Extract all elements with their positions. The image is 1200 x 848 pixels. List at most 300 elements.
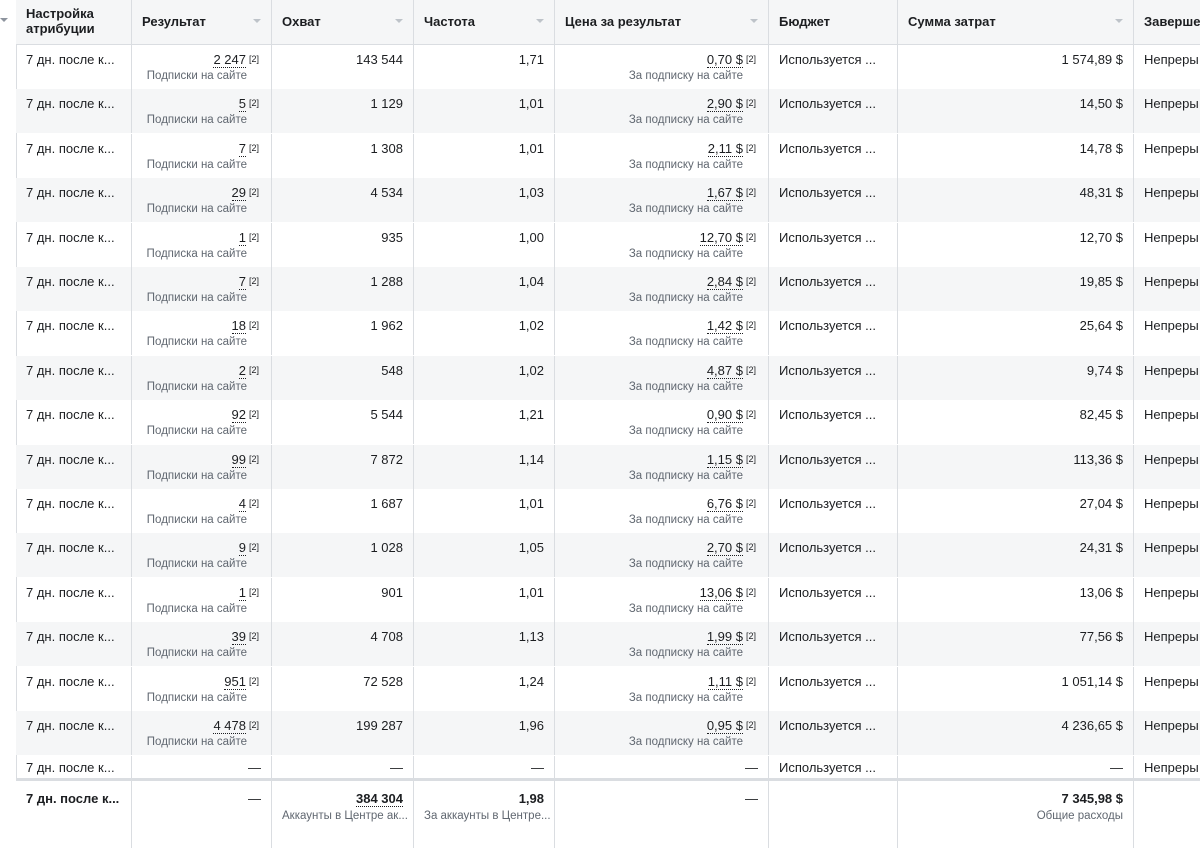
footnote-marker[interactable]: [2] xyxy=(248,276,259,286)
footnote-marker[interactable]: [2] xyxy=(248,542,259,553)
cell-reach xyxy=(272,578,414,622)
totals-spend-label: Общие расходы xyxy=(1036,810,1123,822)
cell-spend-value: 113,36 $ xyxy=(1073,451,1123,467)
cell-ending-value: Непреры xyxy=(1144,584,1199,600)
cell-cost-value[interactable] xyxy=(707,274,756,289)
cell-result-value[interactable] xyxy=(239,230,259,245)
column-header-label: Частота xyxy=(424,14,476,29)
table-row-partial[interactable] xyxy=(16,756,1200,778)
totals-frequency-label: За аккаунты в Центре... xyxy=(424,810,551,822)
cell-cost-subtitle: За подписку на сайте xyxy=(628,292,743,304)
cell-budget-value: Используется ... xyxy=(779,407,876,423)
cell-frequency xyxy=(414,311,555,355)
cell-result-subtitle: Подписка на сайте xyxy=(146,247,247,260)
cell-result xyxy=(132,311,272,355)
footnote-marker[interactable]: [2] xyxy=(745,498,756,508)
cell-result-value[interactable] xyxy=(239,496,259,511)
cell-frequency-value: 1,01 xyxy=(518,96,544,112)
column-header-label: Заверше xyxy=(1144,14,1200,29)
table-row[interactable] xyxy=(16,89,1200,133)
cell-text: Используется ... xyxy=(779,760,876,775)
table-header xyxy=(16,0,1200,45)
cell-cost-value[interactable] xyxy=(707,629,756,644)
cell-reach-value: 548 xyxy=(381,362,403,378)
cell-attribution xyxy=(16,89,132,133)
footnote-marker[interactable]: [2] xyxy=(745,231,756,242)
cell-budget xyxy=(769,445,898,489)
underlined-value[interactable]: 2 xyxy=(238,362,246,378)
cell-reach xyxy=(272,445,414,489)
cell-reach xyxy=(272,711,414,755)
footnote-marker[interactable]: [2] xyxy=(745,409,756,420)
footnote-marker[interactable]: [2] xyxy=(745,675,756,686)
cell-ending-value: Непреры xyxy=(1144,718,1199,733)
cell-cost-value[interactable] xyxy=(707,318,756,333)
cell-result-subtitle: Подписки на сайте xyxy=(146,647,247,660)
footnote-marker[interactable]: [2] xyxy=(745,720,756,730)
table-row[interactable] xyxy=(16,178,1200,222)
column-header-reach[interactable] xyxy=(272,0,414,44)
cell-result-value[interactable] xyxy=(232,318,259,333)
cell-reach-value: 4 534 xyxy=(370,185,403,201)
cell-spend-value: 14,78 $ xyxy=(1079,140,1123,156)
underlined-value[interactable]: 1,15 $ xyxy=(706,451,743,467)
caret-down-icon[interactable] xyxy=(0,18,8,22)
column-header-result[interactable] xyxy=(132,0,272,44)
footnote-marker[interactable]: [2] xyxy=(248,675,259,686)
cell-frequency-value: 1,13 xyxy=(518,629,544,645)
cell-text: — xyxy=(248,760,261,775)
cell-spend xyxy=(898,223,1134,267)
cell-attribution xyxy=(16,445,132,489)
cell-budget xyxy=(769,89,898,133)
cell-attribution-value: 7 дн. после к... xyxy=(26,584,115,600)
cell-spend xyxy=(898,445,1134,489)
cell-spend xyxy=(898,89,1134,133)
cell-cost-subtitle: За подписку на сайте xyxy=(628,380,743,393)
cell-frequency xyxy=(414,489,555,533)
cell-spend xyxy=(898,267,1134,311)
cell-cost xyxy=(555,711,769,755)
cell-cost-value[interactable] xyxy=(707,496,756,511)
table-row[interactable] xyxy=(16,533,1200,577)
table-row[interactable] xyxy=(16,134,1200,178)
underlined-value[interactable]: 1,67 $ xyxy=(706,185,743,201)
cell-cost xyxy=(555,45,769,89)
cell-budget xyxy=(769,311,898,355)
cell-frequency-value: 1,96 xyxy=(518,718,544,733)
totals-reach xyxy=(272,781,414,848)
totals-attribution xyxy=(16,781,132,848)
underlined-value[interactable]: 12,70 $ xyxy=(699,229,743,245)
cell-reach-value: 143 544 xyxy=(356,52,403,67)
cell-result-value[interactable] xyxy=(224,674,259,689)
cell-cost xyxy=(555,445,769,489)
cell-cost-value[interactable] xyxy=(707,407,756,422)
cell-budget xyxy=(769,356,898,400)
cell-reach xyxy=(272,756,414,778)
cell-spend-value: 19,85 $ xyxy=(1079,274,1123,289)
cell-cost-subtitle: За подписку на сайте xyxy=(628,203,743,216)
cell-budget xyxy=(769,533,898,577)
table-row[interactable] xyxy=(16,578,1200,622)
cell-budget-value: Используется ... xyxy=(779,185,876,201)
cell-result xyxy=(132,756,272,778)
cell-result xyxy=(132,533,272,577)
underlined-value[interactable]: 9 xyxy=(238,540,246,556)
cell-cost-subtitle: За подписку на сайте xyxy=(628,425,743,438)
cell-cost-subtitle: За подписку на сайте xyxy=(628,691,743,704)
cell-ending xyxy=(1134,489,1200,533)
table-row[interactable] xyxy=(16,400,1200,444)
cell-attribution-value: 7 дн. после к... xyxy=(26,407,115,423)
cell-cost-value[interactable] xyxy=(707,718,756,733)
table-row[interactable] xyxy=(16,223,1200,267)
cell-cost-subtitle: За подписку на сайте xyxy=(628,336,743,349)
column-header-label: Охват xyxy=(282,14,321,29)
column-header-budget[interactable] xyxy=(769,0,898,44)
cell-cost-value[interactable] xyxy=(708,141,756,156)
underlined-value[interactable]: 39 xyxy=(231,629,246,645)
cell-ending-value: Непреры xyxy=(1144,540,1199,556)
cell-budget xyxy=(769,178,898,222)
cell-frequency xyxy=(414,756,555,778)
cell-frequency-value: 1,03 xyxy=(518,185,544,201)
cell-budget xyxy=(769,134,898,178)
underlined-value[interactable]: 1,99 $ xyxy=(706,629,743,645)
underlined-value[interactable]: 1,42 $ xyxy=(706,318,743,334)
underlined-value[interactable]: 4 478 xyxy=(213,718,246,733)
cell-reach xyxy=(272,667,414,711)
column-header-label: Сумма затрат xyxy=(908,14,996,29)
underlined-value[interactable]: 1 xyxy=(238,229,246,245)
cell-spend-value: 4 236,65 $ xyxy=(1061,718,1123,733)
cell-result-value[interactable] xyxy=(239,363,259,378)
cell-frequency-value: 1,01 xyxy=(518,140,544,156)
cell-ending-value: Непреры xyxy=(1144,362,1199,378)
cell-ending-value: Непреры xyxy=(1144,96,1199,112)
cell-reach xyxy=(272,622,414,666)
underlined-value[interactable]: 951 xyxy=(224,673,246,689)
table-row[interactable] xyxy=(16,311,1200,355)
cell-text: Непреры xyxy=(1144,760,1199,775)
footnote-marker[interactable]: [2] xyxy=(745,276,756,286)
cell-budget-value: Используется ... xyxy=(779,318,876,334)
cell-reach-value: 72 528 xyxy=(363,673,403,689)
cell-attribution-value: 7 дн. после к... xyxy=(26,540,115,556)
table-row[interactable] xyxy=(16,45,1200,89)
cell-ending-value: Непреры xyxy=(1144,140,1199,156)
cell-result xyxy=(132,400,272,444)
cell-ending-value: Непреры xyxy=(1144,496,1199,511)
table-row[interactable] xyxy=(16,667,1200,711)
cell-ending-value: Непреры xyxy=(1144,407,1199,423)
cell-result xyxy=(132,667,272,711)
cell-frequency xyxy=(414,667,555,711)
cell-cost-value[interactable] xyxy=(707,52,756,67)
cell-frequency-value: 1,24 xyxy=(518,673,544,689)
cell-attribution-value: 7 дн. после к... xyxy=(26,274,115,289)
cell-cost-value[interactable] xyxy=(707,185,756,200)
underlined-value[interactable]: 4 xyxy=(238,496,246,511)
cell-reach-value: 1 962 xyxy=(370,318,403,334)
cell-frequency xyxy=(414,45,555,89)
sort-caret-icon[interactable] xyxy=(1115,19,1123,23)
column-header-label: Цена за результат xyxy=(565,14,682,29)
cell-result-value[interactable] xyxy=(232,407,259,422)
cell-cost-value[interactable] xyxy=(707,540,756,555)
totals-reach-label: Аккаунты в Центре ак... xyxy=(282,810,408,822)
cell-budget xyxy=(769,756,898,778)
footnote-marker[interactable]: [2] xyxy=(248,409,259,420)
table-row[interactable] xyxy=(16,622,1200,666)
footnote-marker[interactable]: [2] xyxy=(248,142,259,153)
cell-spend xyxy=(898,489,1134,533)
table-row[interactable] xyxy=(16,356,1200,400)
underlined-value[interactable]: 7 xyxy=(238,140,246,156)
cell-spend-value: 27,04 $ xyxy=(1079,496,1123,511)
cell-result-subtitle: Подписки на сайте xyxy=(146,70,247,82)
cell-cost-subtitle: За подписку на сайте xyxy=(628,158,743,171)
cell-budget-value: Используется ... xyxy=(779,451,876,467)
cell-frequency-value: 1,04 xyxy=(518,274,544,289)
cell-frequency xyxy=(414,445,555,489)
cell-attribution-value: 7 дн. после к... xyxy=(26,96,115,112)
column-header-frequency[interactable] xyxy=(414,0,555,44)
cell-result xyxy=(132,445,272,489)
underlined-value[interactable]: 2,11 $ xyxy=(707,140,743,156)
underlined-value[interactable]: 5 xyxy=(238,96,246,112)
cell-attribution xyxy=(16,45,132,89)
cell-spend xyxy=(898,533,1134,577)
footnote-marker[interactable]: [2] xyxy=(248,631,259,642)
footnote-marker[interactable]: [2] xyxy=(745,453,756,464)
cell-attribution xyxy=(16,356,132,400)
footnote-marker[interactable]: [2] xyxy=(745,586,756,597)
footnote-marker[interactable]: [2] xyxy=(248,364,259,375)
cell-cost-value[interactable] xyxy=(700,230,756,245)
underlined-value[interactable]: 1,11 $ xyxy=(707,673,743,689)
column-header-cost[interactable] xyxy=(555,0,769,44)
footnote-marker[interactable]: [2] xyxy=(745,142,756,153)
cell-frequency xyxy=(414,267,555,311)
cell-budget xyxy=(769,622,898,666)
cell-result xyxy=(132,356,272,400)
cell-result-value[interactable] xyxy=(239,141,259,156)
totals-frequency-value: 1,98 xyxy=(518,791,544,806)
footnote-marker[interactable]: [2] xyxy=(248,453,259,464)
cell-attribution-value: 7 дн. после к... xyxy=(26,185,115,201)
footnote-marker[interactable]: [2] xyxy=(248,586,259,597)
cell-attribution xyxy=(16,267,132,311)
cell-spend xyxy=(898,578,1134,622)
cell-reach xyxy=(272,311,414,355)
cell-result-value[interactable] xyxy=(239,585,259,600)
cell-cost-subtitle: За подписку на сайте xyxy=(628,114,743,127)
footnote-marker[interactable]: [2] xyxy=(745,187,756,198)
underlined-value[interactable]: 4,87 $ xyxy=(706,362,743,378)
underlined-value[interactable]: 13,06 $ xyxy=(699,584,743,600)
underlined-value[interactable]: 99 xyxy=(231,451,246,467)
cell-result-value[interactable] xyxy=(213,52,259,67)
cell-cost xyxy=(555,400,769,444)
table-row[interactable] xyxy=(16,711,1200,755)
cell-cost-value[interactable] xyxy=(708,674,756,689)
totals-spend xyxy=(898,781,1134,848)
cell-spend-value: 77,56 $ xyxy=(1079,629,1123,645)
cell-result-subtitle: Подписка на сайте xyxy=(146,602,247,615)
cell-text: — xyxy=(390,760,403,775)
table-row[interactable] xyxy=(16,445,1200,489)
totals-text: — xyxy=(248,791,261,806)
cell-result-subtitle: Подписки на сайте xyxy=(146,203,247,216)
cell-result xyxy=(132,178,272,222)
cell-spend xyxy=(898,178,1134,222)
underlined-value[interactable]: 29 xyxy=(231,185,246,201)
cell-text: — xyxy=(745,760,758,775)
footnote-marker[interactable]: [2] xyxy=(745,320,756,331)
cell-result-subtitle: Подписки на сайте xyxy=(146,558,247,571)
cell-result-value[interactable] xyxy=(239,540,259,555)
cell-attribution xyxy=(16,756,132,778)
cell-frequency xyxy=(414,578,555,622)
cell-attribution-value: 7 дн. после к... xyxy=(26,673,115,689)
column-header-ending[interactable] xyxy=(1134,0,1200,44)
totals-result xyxy=(132,781,272,848)
cell-ending xyxy=(1134,45,1200,89)
cell-spend-value: 9,74 $ xyxy=(1086,362,1123,378)
cell-attribution xyxy=(16,622,132,666)
footnote-marker[interactable]: [2] xyxy=(248,98,259,109)
cell-result-subtitle: Подписки на сайте xyxy=(146,380,247,393)
cell-frequency-value: 1,21 xyxy=(518,407,544,423)
sort-caret-icon[interactable] xyxy=(395,19,403,23)
cell-result-value[interactable] xyxy=(239,96,259,111)
table-row[interactable] xyxy=(16,489,1200,533)
cell-cost xyxy=(555,223,769,267)
cell-ending-value: Непреры xyxy=(1144,52,1199,67)
footnote-marker[interactable]: [2] xyxy=(745,54,756,64)
cell-reach xyxy=(272,134,414,178)
cell-cost-value[interactable] xyxy=(707,452,756,467)
sort-caret-icon[interactable] xyxy=(750,19,758,23)
cell-spend xyxy=(898,45,1134,89)
cell-text: 7 дн. после к... xyxy=(26,760,115,775)
column-header-attribution[interactable] xyxy=(16,0,132,44)
cell-reach-value: 1 129 xyxy=(370,96,403,112)
cell-spend-value: 1 051,14 $ xyxy=(1061,673,1123,689)
footnote-marker[interactable]: [2] xyxy=(745,542,756,553)
totals-frequency xyxy=(414,781,555,848)
cell-budget xyxy=(769,45,898,89)
cell-frequency xyxy=(414,134,555,178)
cell-reach xyxy=(272,356,414,400)
cell-result xyxy=(132,223,272,267)
sort-caret-icon[interactable] xyxy=(253,19,261,23)
footnote-marker[interactable]: [2] xyxy=(745,631,756,642)
cell-cost xyxy=(555,533,769,577)
cell-budget xyxy=(769,267,898,311)
footnote-marker[interactable]: [2] xyxy=(248,498,259,508)
underlined-value[interactable]: 2,90 $ xyxy=(706,96,743,112)
cell-budget-value: Используется ... xyxy=(779,140,876,156)
cell-result-value[interactable] xyxy=(232,185,259,200)
underlined-value[interactable]: 0,70 $ xyxy=(706,52,743,67)
cell-result-value[interactable] xyxy=(232,629,259,644)
underlined-value[interactable]: 2,84 $ xyxy=(706,274,743,289)
footnote-marker[interactable]: [2] xyxy=(248,187,259,198)
cell-frequency-value: 1,00 xyxy=(518,229,544,245)
cell-ending xyxy=(1134,445,1200,489)
cell-spend-value: 12,70 $ xyxy=(1079,229,1123,245)
column-header-spend[interactable] xyxy=(898,0,1134,44)
cell-reach xyxy=(272,267,414,311)
totals-reach-value[interactable]: 384 304 xyxy=(356,791,403,806)
cell-cost xyxy=(555,489,769,533)
cell-result xyxy=(132,89,272,133)
cell-ending-value: Непреры xyxy=(1144,274,1199,289)
cell-cost-value[interactable] xyxy=(707,363,756,378)
footnote-marker[interactable]: [2] xyxy=(248,720,259,730)
footnote-marker[interactable]: [2] xyxy=(248,54,259,64)
cell-cost-subtitle: За подписку на сайте xyxy=(628,736,743,748)
cell-spend xyxy=(898,622,1134,666)
cell-budget-value: Используется ... xyxy=(779,229,876,245)
cell-ending-value: Непреры xyxy=(1144,318,1199,334)
cell-ending xyxy=(1134,622,1200,666)
underlined-value[interactable]: 7 xyxy=(238,274,246,289)
cell-cost-subtitle: За подписку на сайте xyxy=(628,558,743,571)
cell-budget-value: Используется ... xyxy=(779,629,876,645)
underlined-value[interactable]: 2 247 xyxy=(213,52,246,67)
cell-ending-value: Непреры xyxy=(1144,629,1199,645)
table-row[interactable] xyxy=(16,267,1200,311)
cell-cost-value[interactable] xyxy=(707,96,756,111)
cell-ending xyxy=(1134,400,1200,444)
cell-frequency xyxy=(414,533,555,577)
row-select-column[interactable] xyxy=(0,0,17,845)
sort-caret-icon[interactable] xyxy=(536,19,544,23)
underlined-value[interactable]: 18 xyxy=(231,318,246,334)
cell-result-value[interactable] xyxy=(239,274,259,289)
totals-row xyxy=(16,778,1200,848)
underlined-value[interactable]: 0,90 $ xyxy=(706,407,743,423)
cell-cost-subtitle: За подписку на сайте xyxy=(628,647,743,660)
footnote-marker[interactable]: [2] xyxy=(745,364,756,375)
cell-spend xyxy=(898,400,1134,444)
underlined-value[interactable]: 1 xyxy=(238,584,246,600)
footnote-marker[interactable]: [2] xyxy=(248,231,259,242)
cell-frequency-value: 1,71 xyxy=(518,52,544,67)
cell-budget-value: Используется ... xyxy=(779,718,876,733)
footnote-marker[interactable]: [2] xyxy=(248,320,259,331)
totals-text: 7 дн. после к... xyxy=(26,791,120,806)
cell-budget xyxy=(769,711,898,755)
cell-result-value[interactable] xyxy=(213,718,259,733)
cell-reach-value: 7 872 xyxy=(370,451,403,467)
cell-cost-value[interactable] xyxy=(700,585,756,600)
cell-cost xyxy=(555,578,769,622)
underlined-value[interactable]: 2,70 $ xyxy=(706,540,743,556)
cell-reach xyxy=(272,89,414,133)
underlined-value[interactable]: 6,76 $ xyxy=(706,496,743,511)
underlined-value[interactable]: 92 xyxy=(231,407,246,423)
cell-frequency-value: 1,14 xyxy=(518,451,544,467)
cell-reach xyxy=(272,400,414,444)
footnote-marker[interactable]: [2] xyxy=(745,98,756,109)
underlined-value[interactable]: 0,95 $ xyxy=(706,718,743,733)
cell-result-value[interactable] xyxy=(232,452,259,467)
